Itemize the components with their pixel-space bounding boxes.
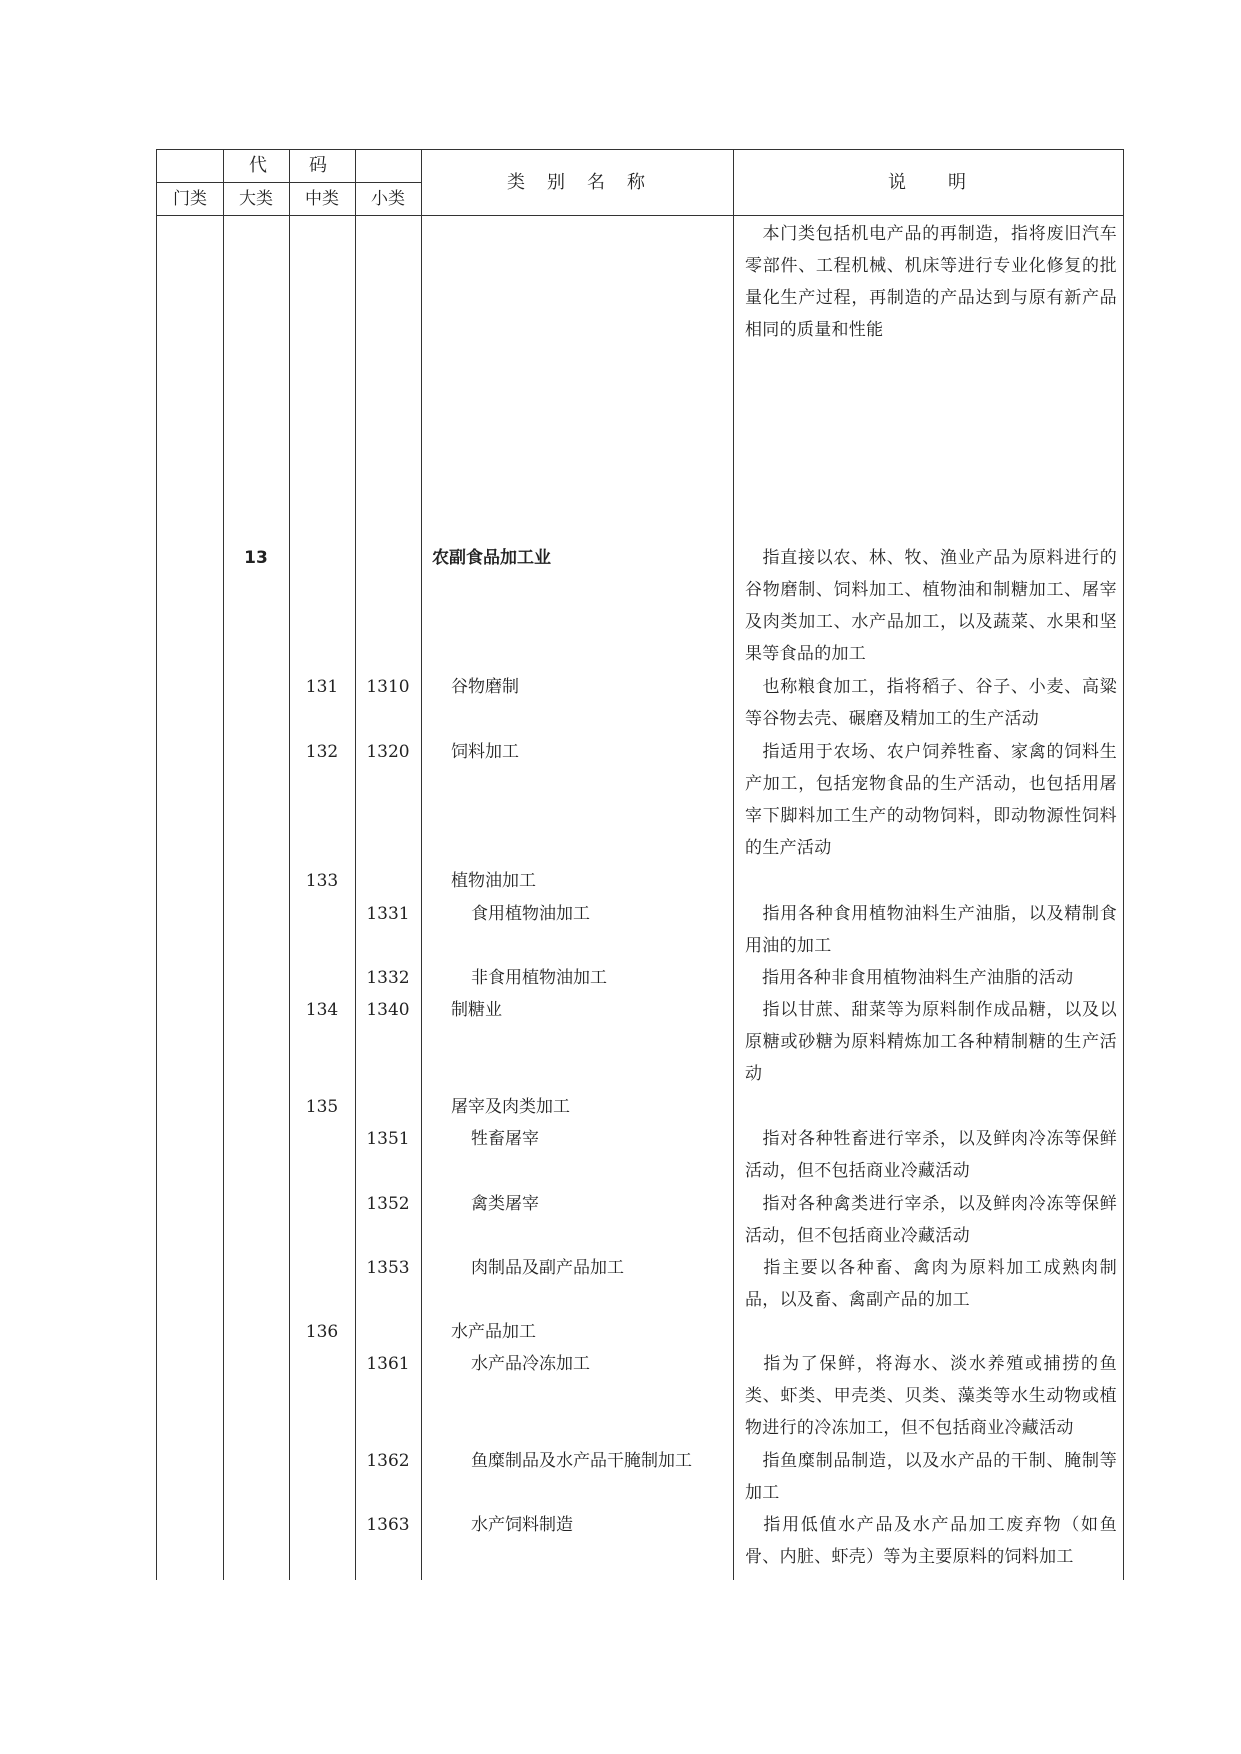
row-xiao-code: 1352 [366, 1194, 410, 1214]
row-description: 指对各种牲畜进行宰杀，以及鲜肉冷冻等保鲜活动，但不包括商业冷藏活动 [745, 1129, 1117, 1181]
row-xiao-code: 1351 [366, 1129, 410, 1149]
header-men: 门类 [173, 189, 207, 209]
row-name: 水产饲料制造 [471, 1515, 573, 1535]
row-xiao-code: 1331 [366, 904, 410, 924]
row-name: 屠宰及肉类加工 [451, 1097, 570, 1117]
row-description: 指鱼糜制品制造，以及水产品的干制、腌制等加工 [745, 1451, 1117, 1503]
row-description: 指用各种非食用植物油料生产油脂的活动 [762, 968, 1074, 988]
row-xiao-code: 1363 [366, 1515, 410, 1535]
header-code-group: 代 码 [249, 155, 329, 176]
row-description: 指用低值水产品及水产品加工废弃物（如鱼骨、内脏、虾壳）等为主要原料的饲料加工 [745, 1515, 1117, 1567]
row-zhong-code: 133 [305, 871, 339, 891]
header-zhong: 中类 [305, 189, 339, 209]
header-xiao: 小类 [371, 189, 405, 209]
row-name: 植物油加工 [451, 871, 536, 891]
header-da: 大类 [239, 189, 273, 209]
header-name: 类 别 名 称 [507, 172, 647, 193]
intro-description: 本门类包括机电产品的再制造，指将废旧汽车零部件、工程机械、机床等进行专业化修复的批量化生产过程，再制造的产品达到与原有新产品相同的质量和性能 [745, 224, 1117, 340]
row-zhong-code: 132 [305, 742, 339, 762]
row-description: 指适用于农场、农户饲养牲畜、家禽的饲料生产加工，包括宠物食品的生产活动，也包括用屠宰下脚料加工生产的动物饲料，即动物源性饲料的生产活动 [745, 742, 1117, 858]
header-bottom-line [157, 215, 1123, 216]
row-description: 也称粮食加工，指将稻子、谷子、小麦、高粱等谷物去壳、碾磨及精加工的生产活动 [745, 677, 1117, 729]
row-name: 食用植物油加工 [471, 904, 590, 924]
row-name: 非食用植物油加工 [471, 968, 607, 988]
row-xiao-code: 1353 [366, 1258, 410, 1278]
row-zhong-code: 134 [305, 1000, 339, 1020]
col-divider-men-da [223, 150, 224, 1580]
row-zhong-code: 135 [305, 1097, 339, 1117]
row-description: 指主要以各种畜、禽肉为原料加工成熟肉制品，以及畜、禽副产品的加工 [745, 1258, 1117, 1310]
row-xiao-code: 1332 [366, 968, 410, 988]
row-xiao-code: 1340 [366, 1000, 410, 1020]
row-name: 谷物磨制 [451, 677, 519, 697]
row-zhong-code: 136 [305, 1322, 339, 1342]
row-name: 鱼糜制品及水产品干腌制加工 [471, 1451, 692, 1471]
row-name: 牲畜屠宰 [471, 1129, 539, 1149]
row-name: 饲料加工 [451, 742, 519, 762]
row-description: 指对各种禽类进行宰杀，以及鲜肉冷冻等保鲜活动，但不包括商业冷藏活动 [745, 1194, 1117, 1246]
row-xiao-code: 1320 [366, 742, 410, 762]
row-description: 指以甘蔗、甜菜等为原料制作成品糖，以及以原糖或砂糖为原料精炼加工各种精制糖的生产活动 [745, 1000, 1117, 1084]
col-divider-name-desc [733, 150, 734, 1580]
row-xiao-code: 1310 [366, 677, 410, 697]
row-name: 制糖业 [451, 1000, 502, 1020]
row-xiao-code: 1362 [366, 1451, 410, 1471]
col-divider-code-name [421, 150, 422, 1580]
header-desc: 说 明 [888, 172, 968, 193]
row-description: 指为了保鲜，将海水、淡水养殖或捕捞的鱼类、虾类、甲壳类、贝类、藻类等水生动物或植物进行的冷冻加工，但不包括商业冷藏活动 [745, 1354, 1117, 1438]
classification-table [156, 149, 1124, 1580]
row-xiao-code: 1361 [366, 1354, 410, 1374]
row-name: 肉制品及副产品加工 [471, 1258, 624, 1278]
row-zhong-code: 131 [305, 677, 339, 697]
row-description: 指用各种食用植物油料生产油脂，以及精制食用油的加工 [745, 904, 1117, 956]
row-da-code: 13 [244, 548, 268, 568]
row-name: 水产品加工 [451, 1322, 536, 1342]
row-description: 指直接以农、林、牧、渔业产品为原料进行的谷物磨制、饲料加工、植物油和制糖加工、屠宰及肉类加工、水产品加工，以及蔬菜、水果和坚果等食品的加工 [745, 548, 1117, 664]
row-name: 农副食品加工业 [432, 548, 551, 568]
row-name: 禽类屠宰 [471, 1194, 539, 1214]
row-name: 水产品冷冻加工 [471, 1354, 590, 1374]
